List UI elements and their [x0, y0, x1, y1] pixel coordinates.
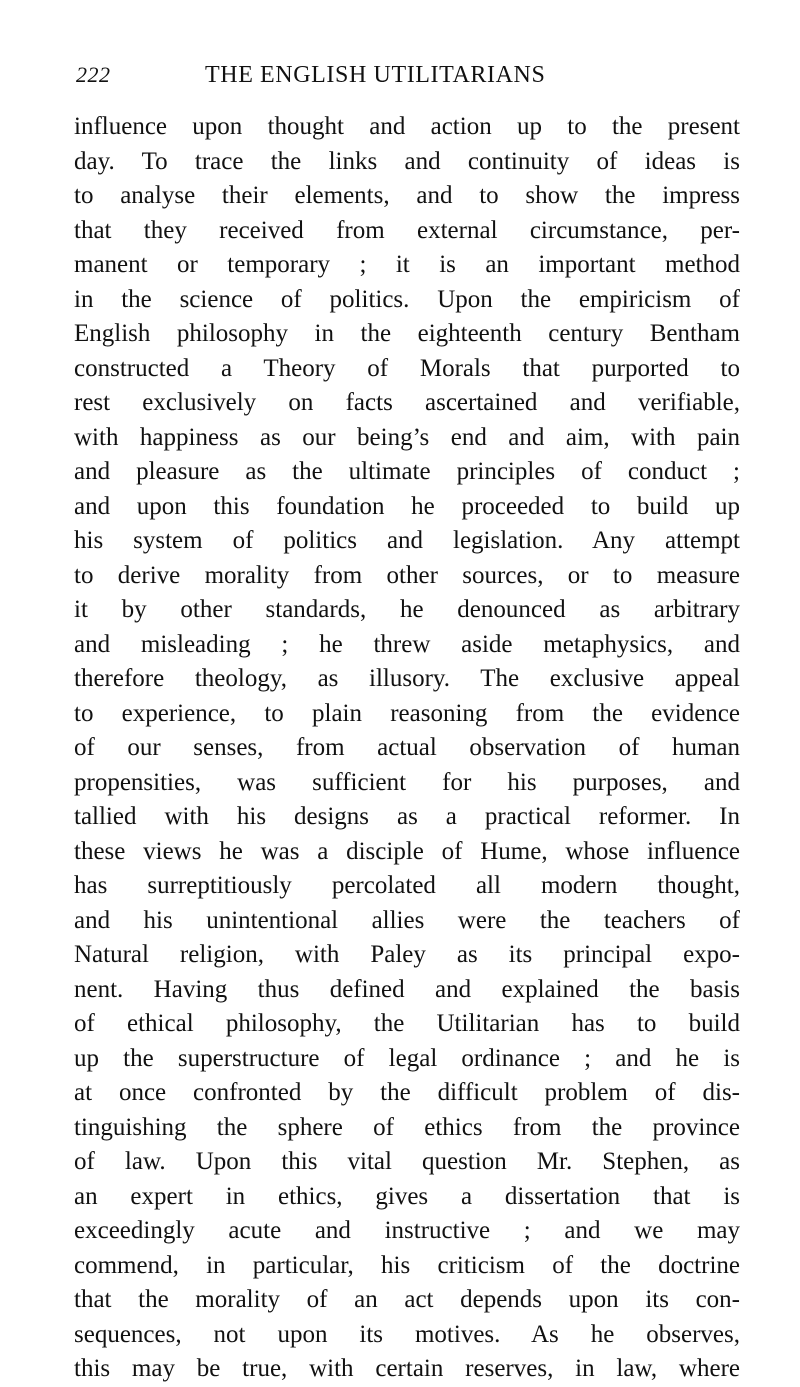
text-line: and pleasure as the ultimate principles of conduct ; [74, 458, 740, 485]
text-line: commend, in particular, his criticism of the doctrine [74, 1251, 740, 1279]
text-line: constructed a Theory of Morals that purported to [74, 354, 740, 382]
text-line: has surreptitiously percolated all modern thought, [74, 872, 740, 899]
text-line: these views he was a disciple of Hume, whose influence [74, 837, 740, 865]
text-line: that they received from external circumstance, per- [74, 216, 740, 244]
text-line: to analyse their elements, and to show the impress [74, 182, 740, 209]
text-line: propensities, was sufficient for his purposes, and [74, 768, 740, 796]
text-line: nent. Having thus defined and explained the basis [74, 975, 740, 1003]
text-line: of ethical philosophy, the Utilitarian has to build [74, 1010, 740, 1037]
text-line: tallied with his designs as a practical reformer. In [74, 803, 740, 830]
text-line: of our senses, from actual observation of human [74, 734, 740, 761]
text-line: to derive morality from other sources, or to measure [74, 561, 740, 589]
text-line: up the superstructure of legal ordinance ; and he is [74, 1044, 740, 1072]
text-line: tinguishing the sphere of ethics from the province [74, 1113, 740, 1141]
text-line: therefore theology, as illusory. The exclusive appeal [74, 665, 740, 692]
running-head [76, 58, 736, 92]
text-line: manent or temporary ; it is an important method [74, 251, 740, 278]
text-line: that the morality of an act depends upon its con- [74, 1286, 740, 1313]
text-line: rest exclusively on facts ascertained and verifiable, [74, 389, 740, 416]
text-line: and misleading ; he threw aside metaphysics, and [74, 630, 740, 658]
running-title: THE ENGLISH UTILITARIANS [205, 62, 546, 88]
text-line: of law. Upon this vital question Mr. Stephen, as [74, 1148, 740, 1175]
text-line: in the science of politics. Upon the empiricism of [74, 285, 740, 313]
text-line: it by other standards, he denounced as arbitrary [74, 596, 740, 623]
text-line: his system of politics and legislation. Any attempt [74, 527, 740, 554]
page-number: 222 [76, 62, 111, 87]
text-line: exceedingly acute and instructive ; and we may [74, 1217, 740, 1244]
text-line: an expert in ethics, gives a dissertation that is [74, 1182, 740, 1210]
text-line: English philosophy in the eighteenth century Bentham [74, 320, 740, 347]
text-line: sequences, not upon its motives. As he observes, [74, 1320, 740, 1348]
text-line: influence upon thought and action up to the present [74, 113, 740, 140]
text-line: with happiness as our being’s end and aim, with pain [74, 423, 740, 451]
body-paragraph [74, 110, 740, 1387]
text-line: and his unintentional allies were the teachers of [74, 906, 740, 934]
text-line: to experience, to plain reasoning from the evidence [74, 699, 740, 727]
text-line: and upon this foundation he proceeded to build up [74, 492, 740, 520]
text-line: day. To trace the links and continuity of ideas is [74, 147, 740, 175]
text-line: at once confronted by the difficult problem of dis- [74, 1079, 740, 1106]
text-line: Natural religion, with Paley as its principal expo- [74, 941, 740, 968]
text-line: this may be true, with certain reserves, in law, where [74, 1355, 740, 1382]
